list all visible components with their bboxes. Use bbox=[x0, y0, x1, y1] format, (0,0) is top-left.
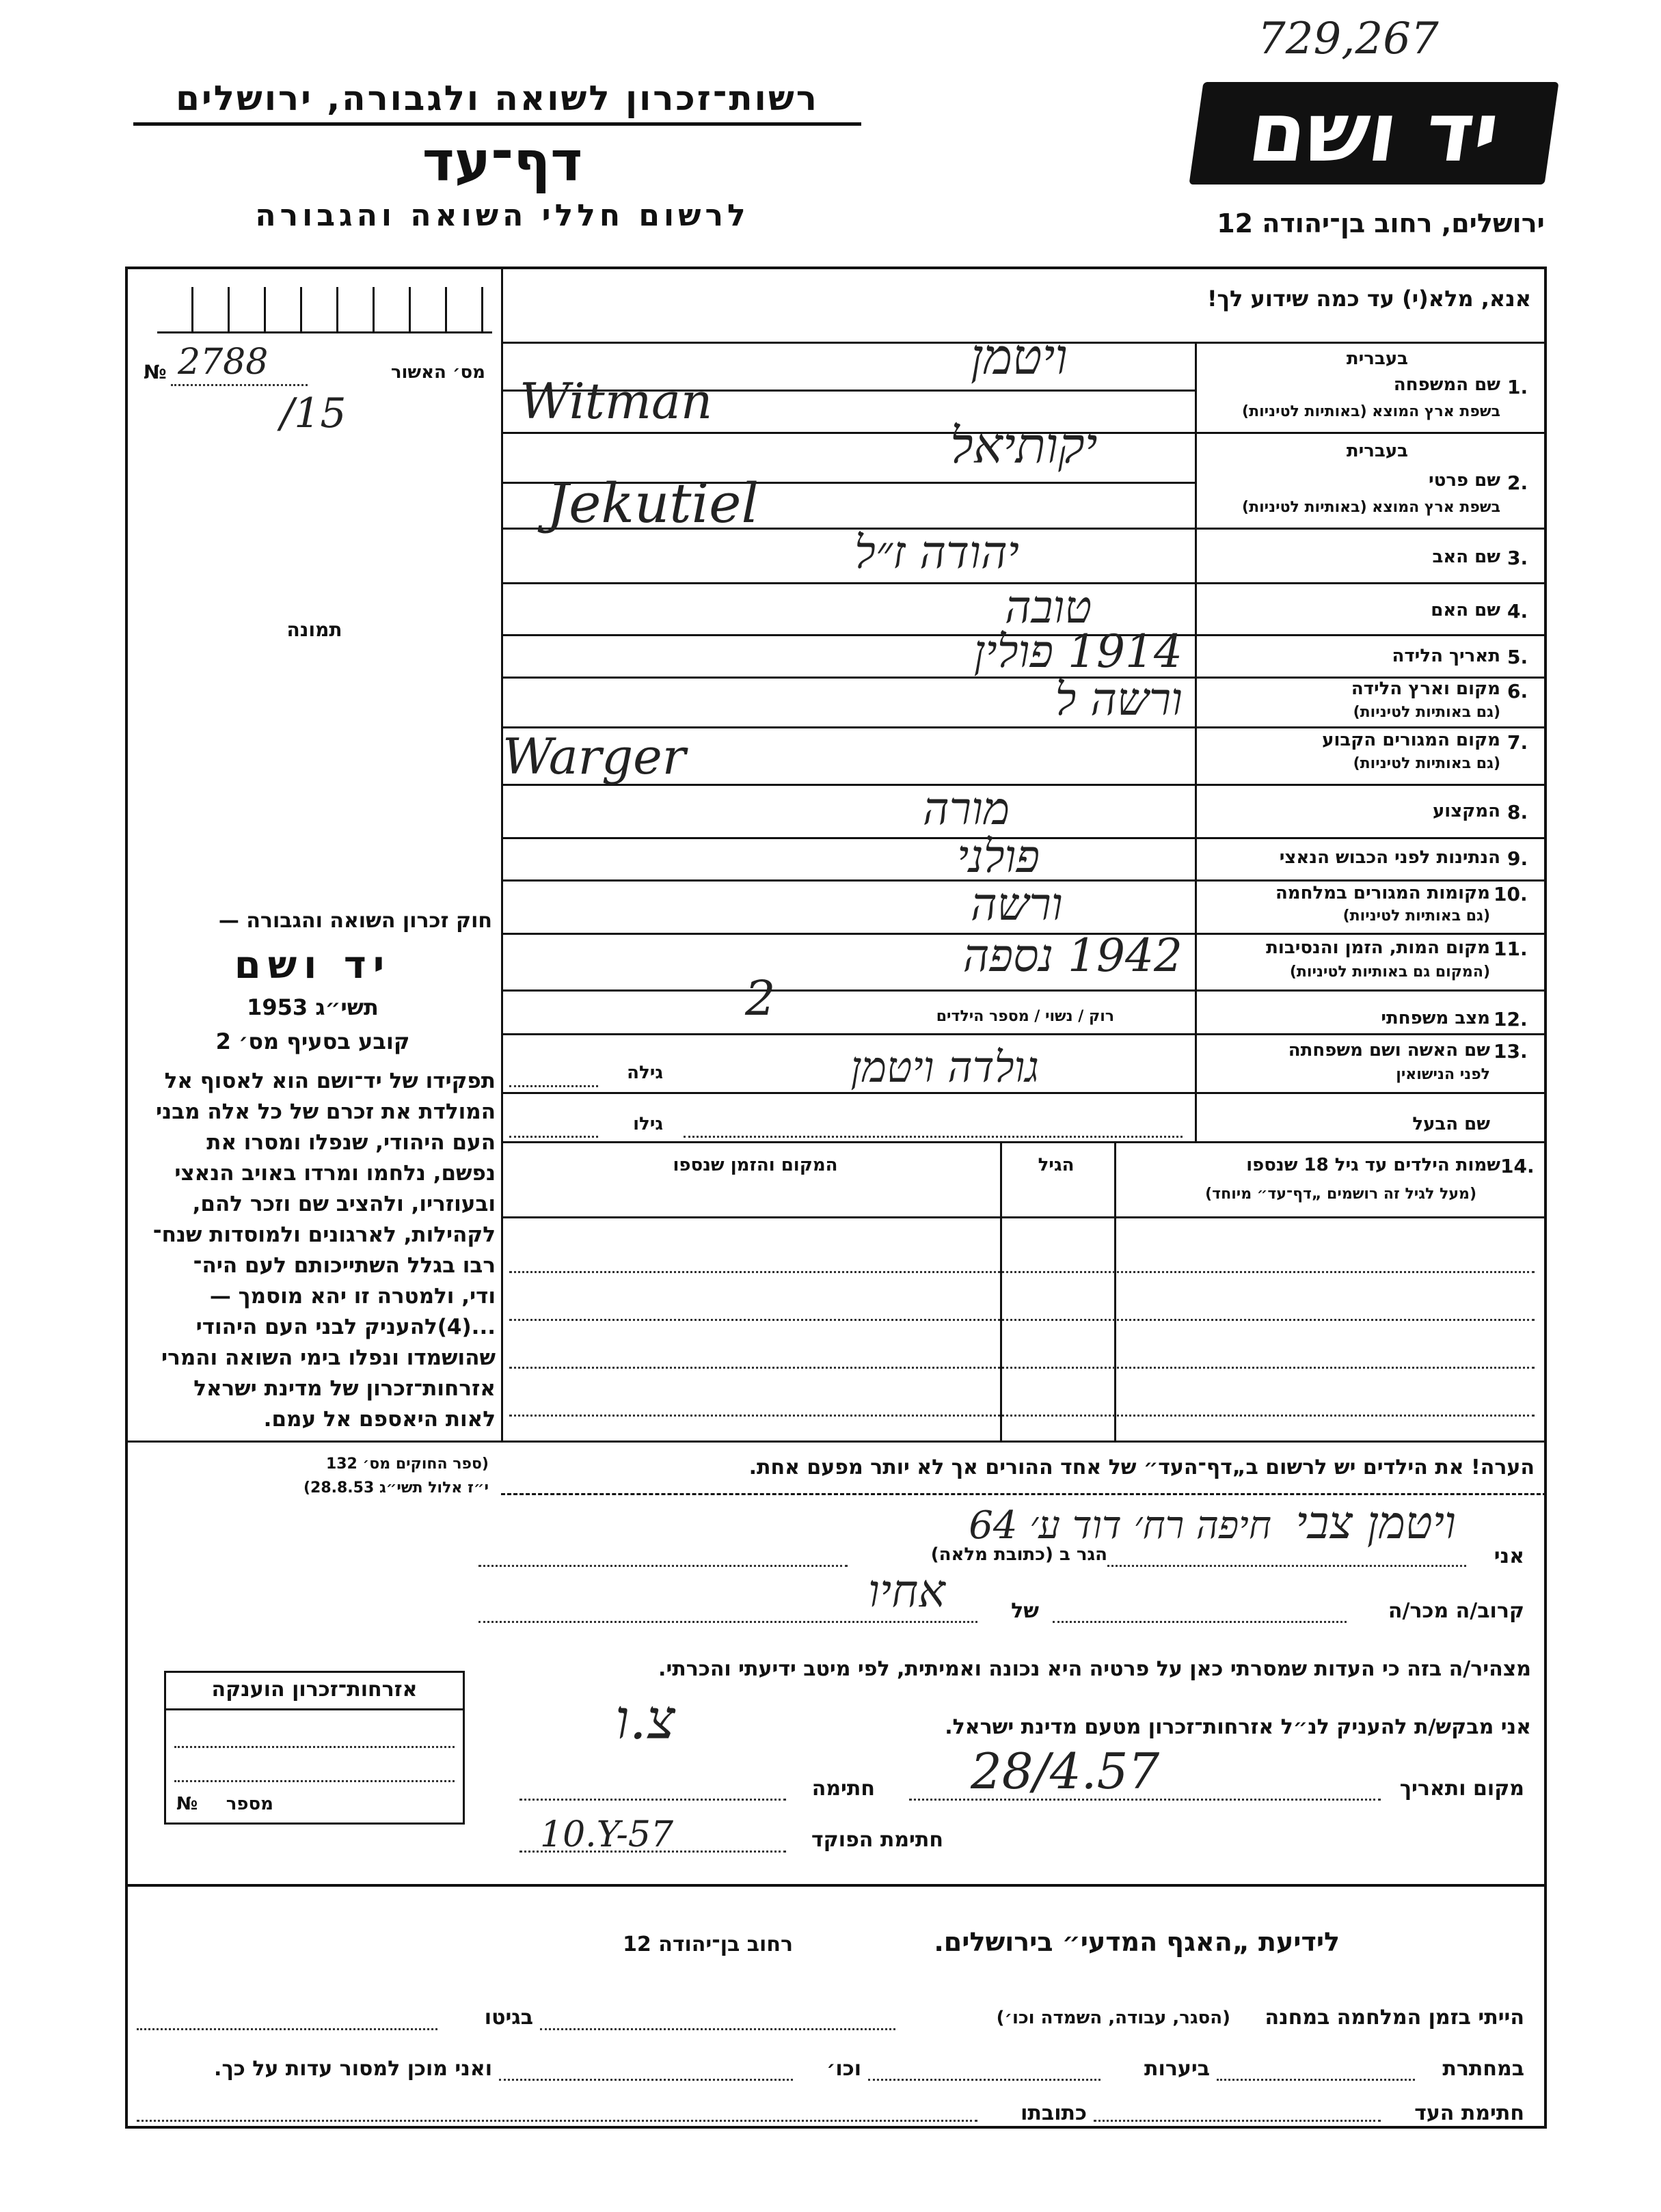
field-3-label: שם האב bbox=[1432, 547, 1500, 567]
field-11-label: מקום המות, הזמן והנסיבות bbox=[1266, 938, 1490, 958]
field-12-printed: רוק / נשוי / מספר הילדים bbox=[936, 1008, 1114, 1025]
children-title: שמות הילדים עד גיל 18 שנספו bbox=[1246, 1155, 1500, 1175]
field-3-value: יהודה ז״ל bbox=[854, 526, 1019, 579]
field-4-value: טובה bbox=[1005, 581, 1092, 633]
field-4-num: 4. bbox=[1507, 600, 1528, 623]
children-row-4 bbox=[509, 1415, 1535, 1417]
authority-name: רשות־זכרון לשואה ולגבורה, ירושלים bbox=[133, 79, 861, 126]
law-line: תפקידו של יד־ושם הוא לאסוף אל bbox=[164, 1069, 496, 1093]
bottom-line1-ghetto bbox=[137, 2028, 437, 2030]
field-13-num: 13. bbox=[1494, 1040, 1528, 1063]
declaration-of-label: של bbox=[1011, 1599, 1039, 1623]
bottom-line2-b: ביערות bbox=[1144, 2057, 1210, 2081]
field-13-age-label: גילה bbox=[627, 1063, 663, 1083]
field-1-label: שם המשפחה bbox=[1393, 374, 1500, 395]
law-clause: קובע בסעיף מס׳ 2 bbox=[215, 1028, 410, 1054]
field-8-num: 8. bbox=[1507, 801, 1528, 823]
bottom-line3-signature bbox=[1094, 2120, 1381, 2122]
children-col-age-right bbox=[1114, 1141, 1116, 1440]
form-subtitle: לרשום חללי השואה והגבורה bbox=[255, 198, 750, 233]
children-row-1 bbox=[509, 1271, 1535, 1273]
bottom-line2-c: וכו׳ bbox=[826, 2057, 861, 2081]
memorial-box-no-label: מספר bbox=[226, 1794, 273, 1814]
field-4-label: שם האם bbox=[1431, 600, 1500, 620]
children-col-age-left bbox=[1000, 1141, 1002, 1440]
bottom-heading: לידיעת „האגף המדעי״ בירושלים. bbox=[934, 1927, 1340, 1957]
field-2-value-lat: Jekutiel bbox=[547, 472, 759, 535]
registration-no-prefix: № bbox=[144, 361, 167, 383]
husband-age-line bbox=[509, 1136, 598, 1138]
place-date-label: מקום ותאריך bbox=[1399, 1777, 1524, 1801]
children-col-place: המקום והזמן שנספו bbox=[673, 1155, 838, 1175]
field-2-value-heb: יקותיאל bbox=[950, 417, 1098, 474]
declaration-of-line bbox=[478, 1621, 977, 1623]
field-11-num: 11. bbox=[1494, 938, 1528, 960]
memorial-box-line-1 bbox=[174, 1746, 455, 1748]
field-7-label: מקום המגורים הקבוע bbox=[1322, 730, 1500, 750]
memorial-box-no-prefix: № bbox=[176, 1794, 198, 1814]
law-line: לאות היאספם אל עמם. bbox=[263, 1407, 496, 1432]
field-1-heb-tag: בעברית bbox=[1346, 349, 1408, 369]
husband-label: שם הבעל bbox=[1412, 1114, 1490, 1134]
bottom-address: רחוב בן־יהודה 12 bbox=[623, 1933, 793, 1956]
bottom-line3-b: כתובתו bbox=[1021, 2101, 1087, 2125]
declaration-ani: אני bbox=[1494, 1544, 1524, 1568]
registration-ticks bbox=[157, 287, 492, 333]
field-6-label: מקום וארץ הלידה bbox=[1351, 679, 1500, 699]
field-10-value: ורשה bbox=[971, 878, 1063, 931]
children-row-2 bbox=[509, 1319, 1535, 1321]
field-11-value: 1942 נספה bbox=[962, 929, 1183, 982]
husband-bottom bbox=[501, 1141, 1547, 1143]
place-date-value: 28/4.57 bbox=[971, 1743, 1160, 1800]
law-ref-2: י״ז אלול תשי״ג 28.8.53) bbox=[303, 1479, 489, 1497]
field-5-num: 5. bbox=[1507, 646, 1528, 668]
bottom-line1-a: הייתי בזמן המלחמה במחנה bbox=[1265, 2006, 1524, 2030]
signature-label: חתימה bbox=[811, 1777, 875, 1801]
children-subtitle: (מעל לגיל זה רושמים „דף־עד״ מיוחד) bbox=[1205, 1186, 1476, 1203]
children-row-3 bbox=[509, 1367, 1535, 1369]
declaration-request: אני מבקש/ת להעניק לנ״ל אזרחות־זכרון מטעם מדינת ישראל. bbox=[945, 1715, 1531, 1739]
field-2-sub: בשפת ארץ המוצא (באותיות לטיניות) bbox=[1242, 499, 1500, 516]
declaration-ani-line bbox=[1107, 1565, 1466, 1567]
field-10-num: 10. bbox=[1494, 883, 1528, 905]
institution-address: ירושלים, רחוב בן־יהודה 12 bbox=[1217, 208, 1545, 238]
field-6-num: 6. bbox=[1507, 680, 1528, 702]
bottom-line2-etc bbox=[499, 2079, 793, 2081]
registration-value: 2788 bbox=[178, 342, 269, 383]
declaration-relative-label: קרוב/ה מכר/ה bbox=[1388, 1599, 1524, 1623]
declaration-signature-value: צ.ו bbox=[615, 1688, 675, 1751]
field-12-label: מצב משפחתי bbox=[1381, 1008, 1490, 1028]
declaration-relative-line bbox=[1053, 1621, 1347, 1623]
field-13-value: גולדה ויטמן bbox=[850, 1042, 1039, 1092]
field-1-sub: בשפת ארץ המוצא (באותיות לטיניות) bbox=[1242, 403, 1500, 420]
field-7-value: Warger bbox=[502, 728, 686, 785]
declaration-address-line bbox=[478, 1565, 848, 1567]
field-6-value: ורשה ל bbox=[1055, 673, 1183, 726]
field-1-value-heb: ויטמן bbox=[971, 328, 1068, 385]
law-line: שהושמדו ונפלו בימי השואה והמרי bbox=[161, 1346, 496, 1370]
field-10-sub: (גם באותיות לטיניות) bbox=[1342, 907, 1490, 925]
official-signature-label: חתימת הפוקד bbox=[811, 1828, 943, 1852]
bottom-line2-underground bbox=[1217, 2079, 1415, 2081]
registration-value-2: /15 bbox=[280, 390, 347, 437]
field-8-label: המקצוע bbox=[1432, 801, 1500, 821]
bottom-line1-c: בגיטו bbox=[484, 2006, 533, 2030]
field-11-sub: (המקום גם באותיות לטיניות) bbox=[1289, 964, 1490, 981]
declaration-address-label: הגר ב (כתובת מלאה) bbox=[930, 1544, 1107, 1565]
field-6-sub: (גם באותיות לטיניות) bbox=[1353, 704, 1500, 721]
field-2-num: 2. bbox=[1507, 472, 1528, 494]
bottom-line2-d: ואני מוכן למסור עדות על כך. bbox=[214, 2057, 492, 2081]
children-col-age: הגיל bbox=[1038, 1155, 1075, 1175]
husband-name-line bbox=[684, 1136, 1183, 1138]
instructions: אנא, מלא(י) עד כמה שידוע לך! bbox=[1206, 286, 1531, 312]
field-9-value: פולני bbox=[957, 830, 1040, 883]
law-heading: חוק זכרון השואה והגבורה — bbox=[218, 909, 492, 933]
field-9-label: הנתינות לפני הכבוש הנאצי bbox=[1279, 847, 1500, 868]
declaration-address-value: חיפה רח׳ דוד ע׳ 64 bbox=[969, 1503, 1271, 1548]
declaration-of-value: אחיו bbox=[868, 1565, 945, 1617]
field-12-bottom bbox=[501, 1033, 1547, 1035]
bottom-section-divider bbox=[125, 1884, 1547, 1887]
yad-vashem-logo: יד ושם bbox=[1189, 82, 1558, 185]
law-name: יד ושם bbox=[234, 943, 392, 987]
form-title: דף־עד bbox=[422, 130, 583, 193]
left-column-separator bbox=[501, 267, 503, 1440]
law-line: ובעוזריו, ולהציב שם וזכר להם, bbox=[192, 1192, 496, 1216]
field-13-age-line bbox=[509, 1085, 598, 1087]
official-signature-value: 10.Y-57 bbox=[540, 1814, 674, 1855]
field-8-value: מורה bbox=[923, 782, 1010, 835]
law-line: המולדת את זכרם של כל אלה מבני bbox=[156, 1100, 496, 1124]
bottom-line3-a: חתימת העד bbox=[1414, 2101, 1524, 2125]
field-5-value: 1914 פולין bbox=[973, 625, 1183, 678]
field-13-label: שם האשה ושם משפחתה bbox=[1288, 1040, 1490, 1061]
field-12-value: 2 bbox=[745, 970, 776, 1026]
handwritten-file-number: 729,267 bbox=[1258, 14, 1439, 64]
registration-line bbox=[171, 384, 308, 386]
children-num: 14. bbox=[1500, 1155, 1535, 1177]
field-10-label: מקומות המגורים במלחמה bbox=[1275, 883, 1490, 903]
law-line: ...(4)להעניק לבני העם היהודי bbox=[195, 1315, 496, 1339]
children-header-bottom bbox=[501, 1216, 1547, 1218]
bottom-line2-forests bbox=[868, 2079, 1100, 2081]
declaration-statement: מצהיר/ה בזה כי העדות שמסרתי כאן על פרטיה היא נכונה ואמיתית, לפי מיטב ידיעתי והכרתי. bbox=[658, 1657, 1531, 1681]
field-2-heb-tag: בעברית bbox=[1346, 441, 1408, 461]
memorial-box-title: אזרחות־זכרון הוענקה bbox=[211, 1678, 418, 1702]
memorial-box-title-line bbox=[164, 1708, 465, 1710]
bottom-line3-address bbox=[137, 2120, 977, 2122]
children-bottom bbox=[125, 1440, 1547, 1443]
law-line: ודי, ולמטרה זו יהא מוסמך — bbox=[209, 1284, 496, 1309]
bottom-line1-camp bbox=[540, 2028, 895, 2030]
note: הערה! את הילדים יש לרשום ב„דף־העד״ של אחד ההורים אך לא יותר מפעם אחת. bbox=[748, 1456, 1535, 1479]
husband-age-label: גילו bbox=[633, 1114, 663, 1134]
law-line: אזרחות־זכרון של מדינת ישראל bbox=[193, 1376, 496, 1401]
field-2-label: שם פרטי bbox=[1429, 470, 1500, 491]
law-line: נפשם, נלחמו ומרדו באויב הנאצי bbox=[174, 1161, 496, 1186]
registration-label: מס׳ האשור bbox=[390, 362, 485, 383]
law-ref-1: (ספר החוקים מס׳ 132 bbox=[325, 1456, 489, 1473]
photo-label: תמונה bbox=[286, 618, 342, 641]
field-13-sub: לפני הנישואין bbox=[1396, 1066, 1490, 1083]
field-9-num: 9. bbox=[1507, 847, 1528, 870]
field-7-num: 7. bbox=[1507, 731, 1528, 754]
field-7-sub: (גם באותיות לטיניות) bbox=[1353, 755, 1500, 772]
field-1-num: 1. bbox=[1507, 376, 1528, 398]
field-11-bottom bbox=[501, 989, 1547, 992]
law-line: רבו בגלל השתייכותם לעם היה־ bbox=[193, 1253, 496, 1278]
note-divider bbox=[501, 1493, 1547, 1495]
field-3-num: 3. bbox=[1507, 547, 1528, 569]
label-column-separator bbox=[1195, 342, 1197, 1141]
field-1-value-lat: Witman bbox=[519, 372, 713, 430]
law-year: תשי״ג 1953 bbox=[247, 994, 379, 1020]
law-text bbox=[133, 1066, 496, 1435]
law-line: לקהילות, לארגונים ולמוסדות שנח־ bbox=[152, 1223, 496, 1247]
signature-line bbox=[519, 1799, 786, 1801]
law-line: העם היהודי, שנפלו ומסרו את bbox=[206, 1130, 496, 1155]
bottom-line2-a: במחתרת bbox=[1442, 2057, 1524, 2081]
bottom-line1-b: (הסגר, עבודה, השמדה וכו׳) bbox=[996, 2008, 1230, 2028]
field-12-num: 12. bbox=[1494, 1008, 1528, 1030]
declaration-ani-value: ויטמן צבי bbox=[1295, 1497, 1456, 1549]
field-5-label: תאריך הלידה bbox=[1392, 646, 1500, 666]
memorial-box-line-2 bbox=[174, 1780, 455, 1782]
